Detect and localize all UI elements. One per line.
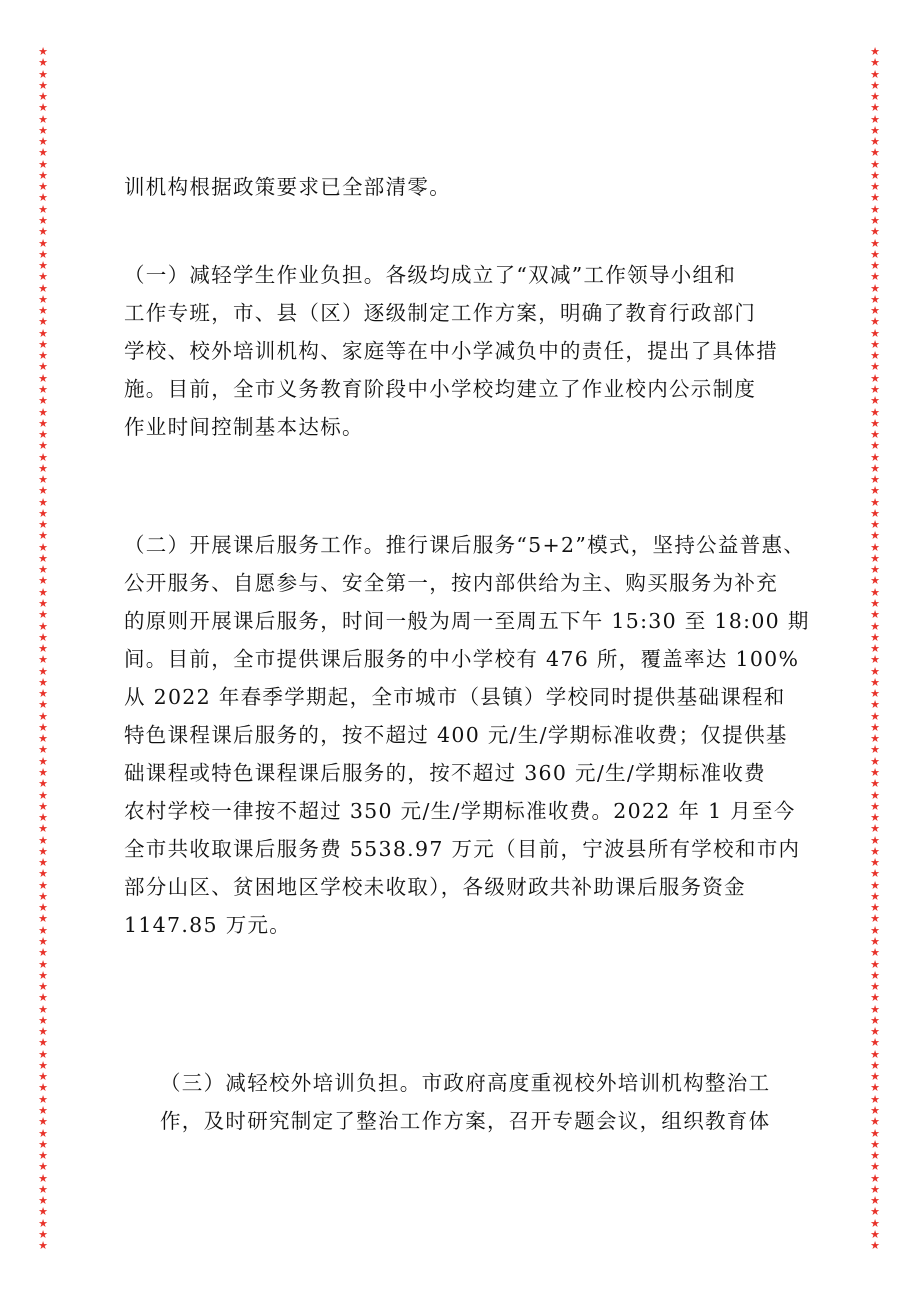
- text-line: 作，及时研究制定了整治工作方案，召开专题会议，组织教育体: [160, 1109, 771, 1133]
- left-star-border: ★★★★★★★★★★★★★★★★★★★★★★★★★★★★★★★★★★★★★★★★★★★★★★★★★★★★★★★★★★★★★★★★★★★★★★★★★★★★★★★★★★★★★★★★★★★★★★★★★★★★★★★★★★★: [38, 46, 48, 1252]
- text-line: 特色课程课后服务的，按不超过 400 元/生/学期标准收费；仅提供基: [124, 723, 788, 747]
- text-line: （三）减轻校外培训负担。市政府高度重视校外培训机构整治工: [160, 1071, 771, 1095]
- text-line: 全市共收取课后服务费 5538.97 万元（目前，宁波县所有学校和市内: [124, 837, 801, 861]
- text-line: 公开服务、自愿参与、安全第一，按内部供给为主、购买服务为补充: [124, 571, 778, 595]
- text-line: 农村学校一律按不超过 350 元/生/学期标准收费。2022 年 1 月至今: [124, 799, 796, 823]
- text-line: 础课程或特色课程课后服务的，按不超过 360 元/生/学期标准收费: [124, 761, 766, 785]
- text-line: 作业时间控制基本达标。: [124, 415, 364, 439]
- text-line: （二）开展课后服务工作。推行课后服务“5+2”模式，坚持公益普惠、: [124, 533, 806, 557]
- text-line: 学校、校外培训机构、家庭等在中小学减负中的责任，提出了具体措: [124, 339, 778, 363]
- text-line: 1147.85 万元。: [124, 913, 292, 937]
- text-line: 训机构根据政策要求已全部清零。: [124, 175, 451, 199]
- text-line: （一）减轻学生作业负担。各级均成立了“双减”工作领导小组和: [124, 263, 737, 287]
- paragraph-reduce-homework: [124, 256, 778, 446]
- text-line: 从 2022 年春季学期起，全市城市（县镇）学校同时提供基础课程和: [124, 685, 786, 709]
- right-star-border: ★★★★★★★★★★★★★★★★★★★★★★★★★★★★★★★★★★★★★★★★★★★★★★★★★★★★★★★★★★★★★★★★★★★★★★★★★★★★★★★★★★★★★★★★★★★★★★★★★★★★★★★★★★★: [870, 46, 880, 1252]
- paragraph-off-campus-training: [160, 1064, 770, 1140]
- paragraph-after-school-service: [124, 526, 810, 944]
- text-line: 的原则开展课后服务，时间一般为周一至周五下午 15:30 至 18:00 期: [124, 609, 810, 633]
- paragraph-intro-tail: [124, 168, 451, 206]
- text-line: 间。目前，全市提供课后服务的中小学校有 476 所，覆盖率达 100%: [124, 647, 800, 671]
- text-line: 工作专班，市、县（区）逐级制定工作方案，明确了教育行政部门: [124, 301, 757, 325]
- text-line: 部分山区、贫困地区学校未收取），各级财政共补助课后服务资金: [124, 875, 746, 899]
- text-line: 施。目前，全市义务教育阶段中小学校均建立了作业校内公示制度: [124, 377, 757, 401]
